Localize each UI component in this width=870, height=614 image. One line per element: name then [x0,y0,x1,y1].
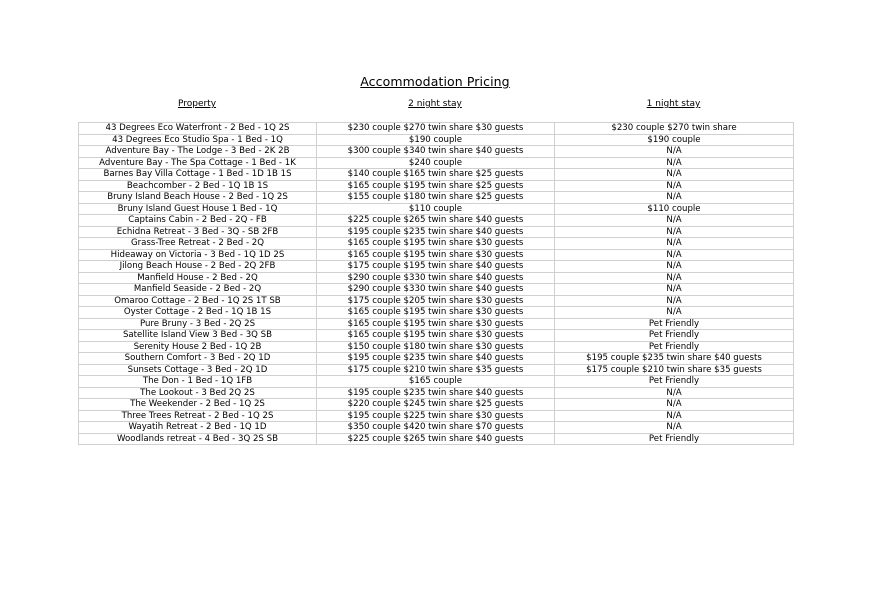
pricing-table [78,122,794,445]
two-night-price-cell: $195 couple $235 twin share $40 guests [317,226,555,238]
property-cell: Omaroo Cottage - 2 Bed - 1Q 2S 1T SB [79,295,317,307]
table-row [79,353,794,365]
property-cell: Satellite Island View 3 Bed - 3Q SB [79,330,317,342]
one-night-price-cell: N/A [555,422,794,434]
two-night-price-cell: $175 couple $195 twin share $40 guests [317,261,555,273]
property-cell: Woodlands retreat - 4 Bed - 3Q 2S SB [79,433,317,445]
one-night-price-cell: $190 couple [555,134,794,146]
one-night-price-cell: N/A [555,295,794,307]
header-property: Property [177,99,217,109]
two-night-price-cell: $350 couple $420 twin share $70 guests [317,422,555,434]
property-cell: Manfield House - 2 Bed - 2Q [79,272,317,284]
one-night-price-cell: N/A [555,238,794,250]
one-night-price-cell: $195 couple $235 twin share $40 guests [555,353,794,365]
table-row [79,180,794,192]
property-cell: Adventure Bay - The Spa Cottage - 1 Bed - 1K [79,157,317,169]
property-cell: 43 Degrees Eco Waterfront - 2 Bed - 1Q 2S [79,123,317,135]
two-night-price-cell: $230 couple $270 twin share $30 guests [317,123,555,135]
one-night-price-cell: N/A [555,226,794,238]
property-cell: Adventure Bay - The Lodge - 3 Bed - 2K 2B [79,146,317,158]
one-night-price-cell: N/A [555,192,794,204]
page-title: Accommodation Pricing [360,74,510,89]
one-night-price-cell: N/A [555,284,794,296]
two-night-price-cell: $300 couple $340 twin share $40 guests [317,146,555,158]
one-night-price-cell: Pet Friendly [555,376,794,388]
one-night-price-cell: N/A [555,307,794,319]
table-row [79,249,794,261]
table-row [79,272,794,284]
one-night-price-cell: N/A [555,180,794,192]
one-night-price-cell: $230 couple $270 twin share [555,123,794,135]
table-row [79,284,794,296]
table-row [79,238,794,250]
table-row [79,295,794,307]
one-night-price-cell: N/A [555,399,794,411]
two-night-price-cell: $110 couple [317,203,555,215]
table-row [79,192,794,204]
property-cell: Manfield Seaside - 2 Bed - 2Q [79,284,317,296]
two-night-price-cell: $165 couple $195 twin share $30 guests [317,249,555,261]
column-headers [78,99,793,113]
pricing-table-body [79,123,794,445]
one-night-price-cell: N/A [555,169,794,181]
two-night-price-cell: $165 couple [317,376,555,388]
table-row [79,387,794,399]
two-night-price-cell: $155 couple $180 twin share $25 guests [317,192,555,204]
two-night-price-cell: $165 couple $195 twin share $30 guests [317,330,555,342]
property-cell: Beachcomber - 2 Bed - 1Q 1B 1S [79,180,317,192]
two-night-price-cell: $290 couple $330 twin share $40 guests [317,284,555,296]
property-cell: The Don - 1 Bed - 1Q 1FB [79,376,317,388]
one-night-price-cell: N/A [555,261,794,273]
two-night-price-cell: $240 couple [317,157,555,169]
two-night-price-cell: $175 couple $210 twin share $35 guests [317,364,555,376]
one-night-price-cell: Pet Friendly [555,341,794,353]
two-night-price-cell: $195 couple $235 twin share $40 guests [317,387,555,399]
property-cell: Hideaway on Victoria - 3 Bed - 1Q 1D 2S [79,249,317,261]
table-row [79,422,794,434]
table-row [79,399,794,411]
one-night-price-cell: Pet Friendly [555,318,794,330]
table-row [79,169,794,181]
property-cell: Wayatih Retreat - 2 Bed - 1Q 1D [79,422,317,434]
table-row [79,433,794,445]
two-night-price-cell: $165 couple $195 twin share $30 guests [317,238,555,250]
two-night-price-cell: $150 couple $180 twin share $30 guests [317,341,555,353]
property-cell: Captains Cabin - 2 Bed - 2Q - FB [79,215,317,227]
two-night-price-cell: $190 couple [317,134,555,146]
table-row [79,146,794,158]
property-cell: Three Trees Retreat - 2 Bed - 1Q 2S [79,410,317,422]
table-row [79,341,794,353]
table-row [79,203,794,215]
two-night-price-cell: $220 couple $245 twin share $25 guests [317,399,555,411]
one-night-price-cell: N/A [555,410,794,422]
property-cell: Sunsets Cottage - 3 Bed - 2Q 1D [79,364,317,376]
table-row [79,157,794,169]
one-night-price-cell: $110 couple [555,203,794,215]
property-cell: The Lookout - 3 Bed 2Q 2S [79,387,317,399]
table-row [79,123,794,135]
property-cell: Pure Bruny - 3 Bed - 2Q 2S [79,318,317,330]
property-cell: The Weekender - 2 Bed - 1Q 2S [79,399,317,411]
two-night-price-cell: $225 couple $265 twin share $40 guests [317,433,555,445]
property-cell: Echidna Retreat - 3 Bed - 3Q - SB 2FB [79,226,317,238]
one-night-price-cell: N/A [555,146,794,158]
property-cell: Jilong Beach House - 2 Bed - 2Q 2FB [79,261,317,273]
one-night-price-cell: N/A [555,387,794,399]
one-night-price-cell: N/A [555,157,794,169]
property-cell: Bruny Island Guest House 1 Bed - 1Q [79,203,317,215]
two-night-price-cell: $165 couple $195 twin share $30 guests [317,318,555,330]
table-row [79,410,794,422]
header-one-night-stay: 1 night stay [646,99,701,109]
table-row [79,376,794,388]
table-row [79,261,794,273]
table-row [79,330,794,342]
two-night-price-cell: $165 couple $195 twin share $25 guests [317,180,555,192]
two-night-price-cell: $195 couple $235 twin share $40 guests [317,353,555,365]
one-night-price-cell: Pet Friendly [555,433,794,445]
table-row [79,226,794,238]
header-two-night-stay: 2 night stay [408,99,462,109]
table-row [79,318,794,330]
one-night-price-cell: N/A [555,215,794,227]
two-night-price-cell: $290 couple $330 twin share $40 guests [317,272,555,284]
table-row [79,364,794,376]
property-cell: Serenity House 2 Bed - 1Q 2B [79,341,317,353]
two-night-price-cell: $175 couple $205 twin share $30 guests [317,295,555,307]
property-cell: 43 Degrees Eco Studio Spa - 1 Bed - 1Q [79,134,317,146]
property-cell: Bruny Island Beach House - 2 Bed - 1Q 2S [79,192,317,204]
two-night-price-cell: $195 couple $225 twin share $30 guests [317,410,555,422]
two-night-price-cell: $140 couple $165 twin share $25 guests [317,169,555,181]
one-night-price-cell: N/A [555,272,794,284]
one-night-price-cell: Pet Friendly [555,330,794,342]
table-row [79,307,794,319]
property-cell: Barnes Bay Villa Cottage - 1 Bed - 1D 1B 1S [79,169,317,181]
property-cell: Oyster Cottage - 2 Bed - 1Q 1B 1S [79,307,317,319]
two-night-price-cell: $165 couple $195 twin share $30 guests [317,307,555,319]
property-cell: Grass-Tree Retreat - 2 Bed - 2Q [79,238,317,250]
two-night-price-cell: $225 couple $265 twin share $40 guests [317,215,555,227]
one-night-price-cell: N/A [555,249,794,261]
property-cell: Southern Comfort - 3 Bed - 2Q 1D [79,353,317,365]
table-row [79,134,794,146]
table-row [79,215,794,227]
one-night-price-cell: $175 couple $210 twin share $35 guests [555,364,794,376]
